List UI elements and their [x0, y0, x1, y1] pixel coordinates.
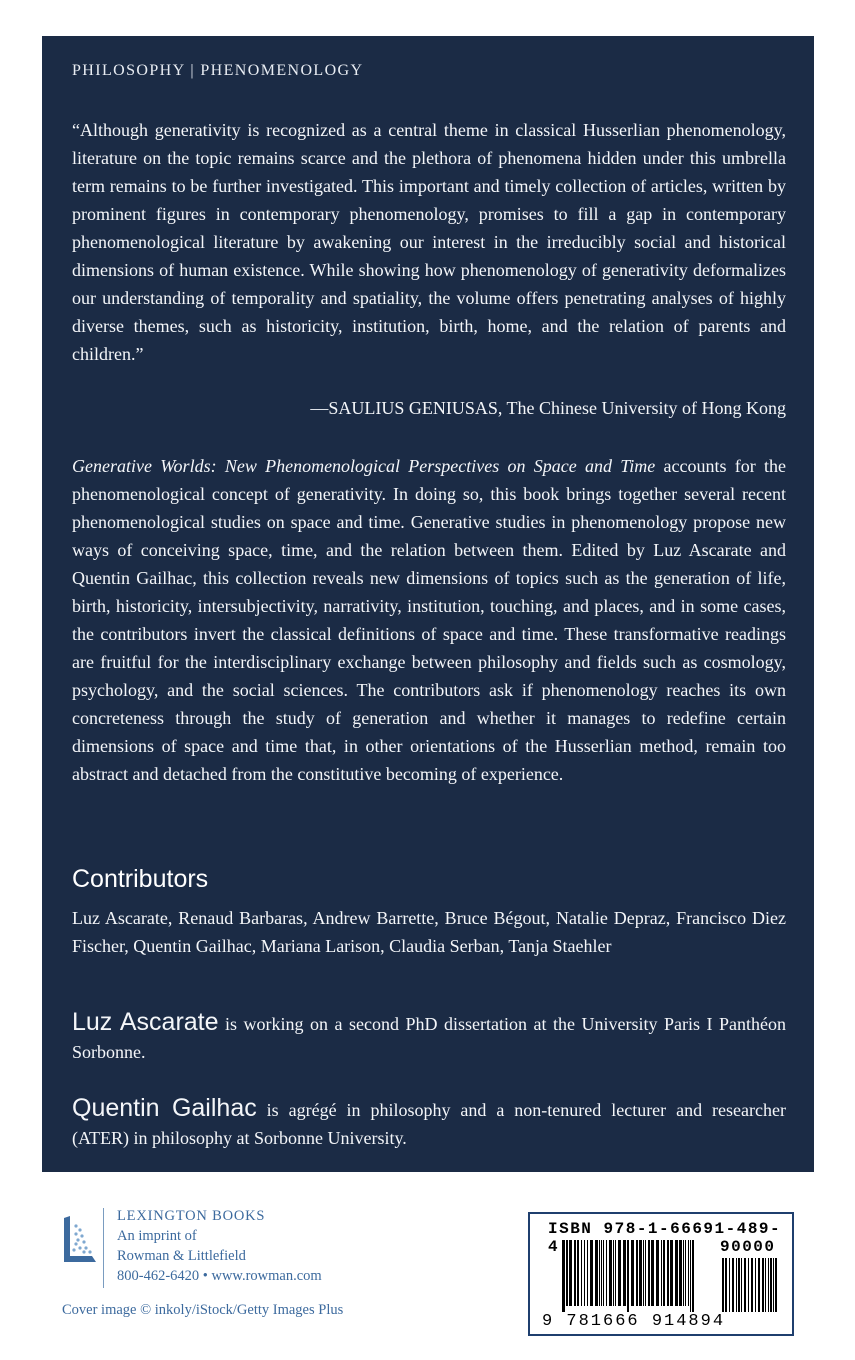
barcode-addon-bar [773, 1258, 774, 1312]
description-body: accounts for the phenomenological concept of generativity. In doing so, this book brings together several recent phenomenological studies on space and time. Generative studies in phenomenology propose new ways of conceiving space, time, and the relation between them. Edited by Luz Ascarate and Quentin Gailhac, this collection reveals new dimensions of topics such as the generation of life, birth, historicity, intersubjectivity, narrativity, institution, touching, and places, and in some cases, the contributors invert the classical definitions of space and time. These transformative readings are fruitful for the interdisciplinary exchange between philosophy and fields such as cosmology, psychology, and the social sciences. The contributors ask if phenomenology reaches its own concreteness through the study of generation and whether it manages to redefine certain dimensions of space and time that, in other orientations of the Husserlian method, remain too abstract and detached from the constitutive becoming of experience. [72, 456, 787, 784]
barcode-bar [574, 1240, 576, 1306]
barcode-bar [609, 1240, 612, 1306]
editor-bio-text: is working on a second PhD dissertation at the University Paris I Panthéon Sorbonne. [72, 1014, 786, 1062]
barcode-addon-bar [722, 1258, 724, 1312]
barcode-bar [688, 1240, 689, 1306]
publisher-imprint: An imprint of [117, 1228, 197, 1244]
barcode-bars [544, 1240, 780, 1312]
cover-image-credit: Cover image © inkoly/iStock/Getty Images Plus [62, 1302, 344, 1318]
editor-name: Quentin Gailhac [72, 1094, 257, 1122]
back-cover-panel [42, 36, 814, 1172]
barcode-bar [675, 1240, 678, 1306]
barcode-bar [569, 1240, 572, 1306]
barcode-bar [603, 1240, 604, 1306]
barcode-bar [618, 1240, 621, 1306]
barcode-bar [595, 1240, 598, 1306]
barcode-addon-bar [762, 1258, 764, 1312]
barcode-bar [566, 1240, 568, 1306]
barcode-bar [656, 1240, 659, 1306]
contributors-list: Luz Ascarate, Renaud Barbaras, Andrew Barrette, Bruce Bégout, Natalie Depraz, Francisco Diez Fischer, Quentin Gailhac, Mariana Larison, Claudia Serban, Tanja Staehler [72, 908, 786, 956]
barcode-bar [587, 1240, 588, 1306]
barcode-addon-bar [741, 1258, 742, 1312]
barcode-addon-bar [736, 1258, 737, 1312]
editor-bio-text: is agrégé in philosophy and a non-tenured lecturer and researcher (ATER) in philosophy at Sorbonne University. [72, 1100, 786, 1148]
isbn-text: ISBN 978-1-66691-489-4 [548, 1220, 782, 1256]
barcode-addon-bar [775, 1258, 777, 1312]
barcode-addon-bar [758, 1258, 760, 1312]
book-description [72, 452, 786, 788]
barcode-bar [692, 1240, 694, 1312]
barcode-bar [663, 1240, 665, 1306]
editor-name: Luz Ascarate [72, 1008, 219, 1036]
barcode-bar [590, 1240, 593, 1306]
barcode-bar [643, 1240, 644, 1306]
barcode-bar [615, 1240, 616, 1306]
barcode-addon-bar [738, 1258, 740, 1312]
barcode-bar [690, 1240, 691, 1312]
barcode-bar [685, 1240, 686, 1306]
price-addon-text: 90000 [720, 1238, 776, 1256]
barcode-bar [683, 1240, 684, 1306]
barcode-bar [584, 1240, 585, 1306]
barcode-bar [623, 1240, 626, 1306]
barcode-bar [639, 1240, 642, 1306]
barcode-bar [601, 1240, 602, 1306]
barcode-bar [667, 1240, 669, 1306]
editor-bio-gailhac [72, 1094, 786, 1152]
publisher-info [117, 1206, 322, 1286]
barcode-addon-bar [768, 1258, 769, 1312]
barcode-bar [562, 1240, 565, 1312]
barcode-bar [648, 1240, 650, 1306]
quote-attribution: —SAULIUS GENIUSAS, The Chinese University of Hong Kong [310, 398, 786, 418]
barcode-addon-bar [765, 1258, 766, 1312]
logo-divider [103, 1208, 104, 1288]
editor-bio-ascarate [72, 1008, 786, 1066]
barcode-bar [577, 1240, 579, 1306]
contributors-heading: Contributors [72, 865, 209, 893]
lexington-logo-icon [60, 1212, 100, 1268]
isbn-barcode [528, 1212, 794, 1336]
endorsement-quote: “Although generativity is recognized as a central theme in classical Husserlian phenomenology, literature on the topic remains scarce and the plethora of phenomena hidden under this umbrella term remains to be further investigated. This important and timely collection of articles, written by prominent figures in contemporary phenomenology, promises to fill a gap in contemporary phenomenological literature by awakening our interest in the irreducibly social and historical dimensions of human existence. While showing how phenomenology of generativity deformalizes our understanding of temporality and spatiality, the volume offers penetrating analyses of highly diverse themes, such as historicity, institution, birth, home, and the relation of parents and children.” [72, 120, 786, 364]
barcode-bar [581, 1240, 582, 1306]
publisher-parent: Rowman & Littlefield [117, 1248, 246, 1264]
barcode-addon-bar [755, 1258, 756, 1312]
barcode-addon-bar [744, 1258, 746, 1312]
barcode-bar [636, 1240, 638, 1306]
barcode-bar [670, 1240, 673, 1306]
barcode-addon-bar [725, 1258, 727, 1312]
barcode-addon-bar [770, 1258, 772, 1312]
barcode-addon-bar [729, 1258, 730, 1312]
barcode-addon-bar [748, 1258, 749, 1312]
ean-text: 9 781666 914894 [542, 1312, 726, 1331]
category-label: PHILOSOPHY | PHENOMENOLOGY [72, 62, 364, 79]
book-title: Generative Worlds: New Phenomenological Perspectives on Space and Time [72, 456, 656, 476]
barcode-bar [631, 1240, 634, 1306]
barcode-addon-bar [751, 1258, 753, 1312]
barcode-addon-bar [732, 1258, 734, 1312]
barcode-bar [661, 1240, 662, 1306]
publisher-contact: 800-462-6420 • www.rowman.com [117, 1268, 322, 1284]
barcode-bar [645, 1240, 646, 1306]
barcode-bar [679, 1240, 682, 1306]
barcode-bar [606, 1240, 607, 1306]
publisher-name: LEXINGTON BOOKS [117, 1208, 266, 1224]
barcode-bar [627, 1240, 629, 1312]
barcode-bar [651, 1240, 654, 1306]
barcode-bar [599, 1240, 600, 1306]
barcode-bar [613, 1240, 614, 1306]
